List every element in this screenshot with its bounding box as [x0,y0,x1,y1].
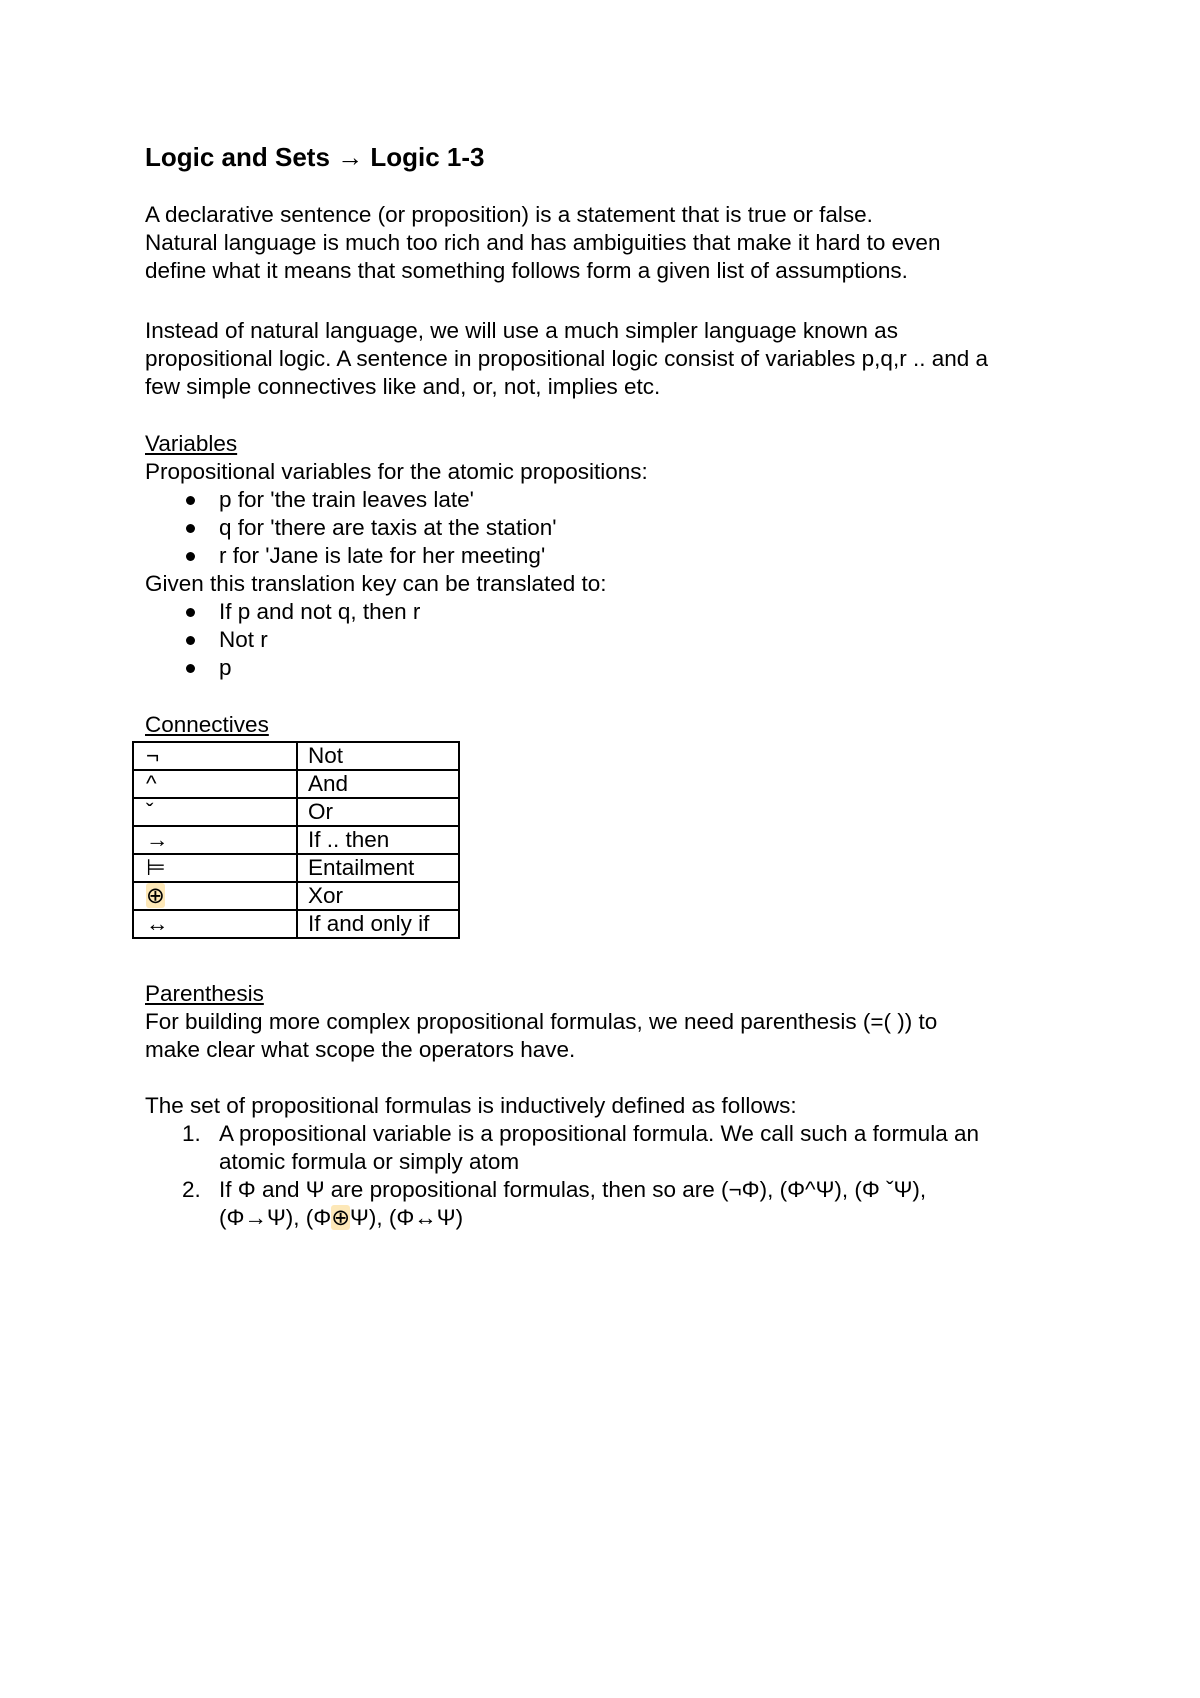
instead-line-1: Instead of natural language, we will use a much simpler language known as [145,318,898,343]
intro-paragraph [145,201,1065,285]
list-item: 1. A propositional variable is a propositional formula. We call such a formula an atomic formula or simply atom [182,1121,979,1174]
translations-list [145,598,1065,682]
intro-line-2: Natural language is much too rich and has ambiguities that make it hard to even [145,230,941,255]
parenthesis-heading: Parenthesis [145,981,264,1006]
page-title: Logic and Sets → Logic 1-3 [145,142,485,172]
bullet-icon [186,524,195,533]
parenthesis-section [145,980,1065,1064]
connective-symbol: → [133,826,297,854]
formulas-list [145,1120,1065,1232]
list-item: r for 'Jane is late for her meeting' [145,542,1065,570]
instead-paragraph [145,317,1065,401]
variables-heading: Variables [145,431,238,456]
table-row [133,882,459,910]
connective-name: Or [297,798,459,826]
parenthesis-line-1: For building more complex propositional formulas, we need parenthesis (=( )) to [145,1009,938,1034]
list-item: If p and not q, then r [145,598,1065,626]
connective-symbol: ˇ [133,798,297,826]
bullet-icon [186,496,195,505]
connective-symbol [133,882,297,910]
connective-name: Xor [297,882,459,910]
intro-line-1: A declarative sentence (or proposition) is a statement that is true or false. [145,202,873,227]
formulas-intro: The set of propositional formulas is inductively defined as follows: [145,1093,797,1118]
table-row [133,742,459,770]
list-item: p [145,654,1065,682]
translation-intro: Given this translation key can be translated to: [145,571,607,596]
connective-name: Entailment [297,854,459,882]
list-item: q for 'there are taxis at the station' [145,514,1065,542]
variables-intro: Propositional variables for the atomic propositions: [145,459,648,484]
table-row [133,854,459,882]
list-number: 2. [182,1177,201,1202]
connective-symbol: ⊨ [133,854,297,882]
connectives-heading: Connectives [145,712,269,737]
connective-name: If .. then [297,826,459,854]
variables-list [145,486,1065,570]
xor-symbol-highlight: ⊕ [146,883,165,908]
list-number: 1. [182,1121,201,1146]
bullet-icon [186,664,195,673]
intro-line-3: define what it means that something follows form a given list of assumptions. [145,258,908,283]
bullet-icon [186,636,195,645]
formulas-section [145,1092,1065,1232]
connective-name: Not [297,742,459,770]
table-row [133,798,459,826]
connective-symbol: ¬ [133,742,297,770]
table-row [133,770,459,798]
variables-section [145,430,1065,682]
parenthesis-line-2: make clear what scope the operators have. [145,1037,576,1062]
connective-symbol: ^ [133,770,297,798]
list-item: 2. If Φ and Ψ are propositional formulas, then so are (¬Φ), (Φ^Ψ), (Φ ˇΨ), (Φ→Ψ), (Φ⊕Ψ), (Φ↔Ψ) [182,1177,927,1230]
bullet-icon [186,608,195,617]
list-item: p for 'the train leaves late' [145,486,1065,514]
instead-line-2: propositional logic. A sentence in propositional logic consist of variables p,q,r .. and a [145,346,989,371]
connectives-table [132,741,460,939]
table-row [133,910,459,938]
connective-symbol: ↔ [133,910,297,938]
list-item: Not r [145,626,1065,654]
connective-name: And [297,770,459,798]
instead-line-3: few simple connectives like and, or, not, implies etc. [145,374,661,399]
xor-symbol-highlight: ⊕ [331,1205,351,1230]
bullet-icon [186,552,195,561]
connective-name: If and only if [297,910,459,938]
table-row [133,826,459,854]
